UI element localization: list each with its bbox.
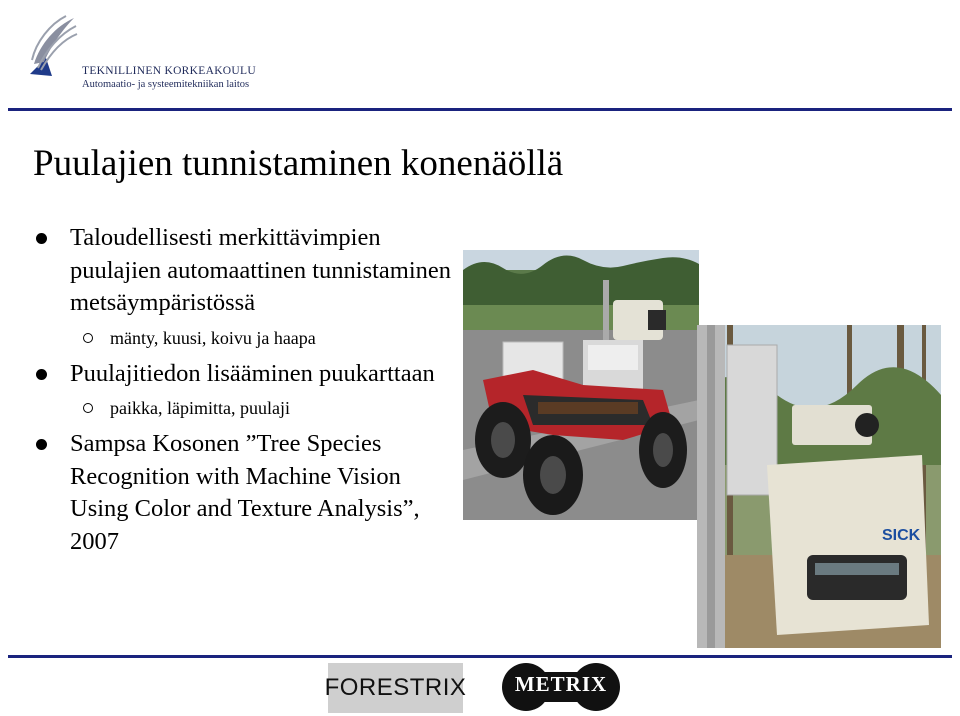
bullet-1 xyxy=(36,222,456,320)
slide-title: Puulajien tunnistaminen konenäöllä xyxy=(33,143,564,184)
org-line-1: TEKNILLINEN KORKEAKOULU xyxy=(82,65,256,77)
bullet-3 xyxy=(36,428,456,558)
metrix-logo-text: METRIX xyxy=(514,672,608,696)
sensor-brand-label: SICK xyxy=(882,527,921,544)
bullet-ring-icon xyxy=(83,333,93,343)
bullet-2-text: Puulajitiedon lisääminen puukarttaan xyxy=(70,359,435,387)
org-line-2: Automaatio- ja systeemitekniikan laitos xyxy=(82,79,250,90)
bullet-1-text: Taloudellisesti merkittävimpien puulajien automaattinen tunnistaminen metsäympäristössä xyxy=(70,224,452,316)
university-logo xyxy=(26,14,78,80)
bullet-list xyxy=(36,222,456,564)
bullet-dot-icon xyxy=(36,439,47,450)
bullet-ring-icon xyxy=(83,403,93,413)
bullet-2 xyxy=(36,358,456,391)
sensor-closeup-photo xyxy=(697,325,941,648)
sub-bullet-2 xyxy=(36,396,456,420)
atv-robot-photo xyxy=(463,250,699,520)
footer-rule xyxy=(8,655,952,658)
organization-name xyxy=(82,64,256,92)
bullet-dot-icon xyxy=(36,369,47,380)
bullet-dot-icon xyxy=(36,233,47,244)
header-rule xyxy=(8,108,952,111)
sub-bullet-1 xyxy=(36,326,456,350)
bullet-3-text: Sampsa Kosonen ”Tree Species Recognition with Machine Vision Using Color and Texture Analysis”, 2007 xyxy=(70,430,420,555)
sub-bullet-2-text: paikka, läpimitta, puulaji xyxy=(110,398,290,418)
sub-bullet-1-text: mänty, kuusi, koivu ja haapa xyxy=(110,327,316,348)
forestrix-logo: FORESTRIX xyxy=(328,663,463,713)
